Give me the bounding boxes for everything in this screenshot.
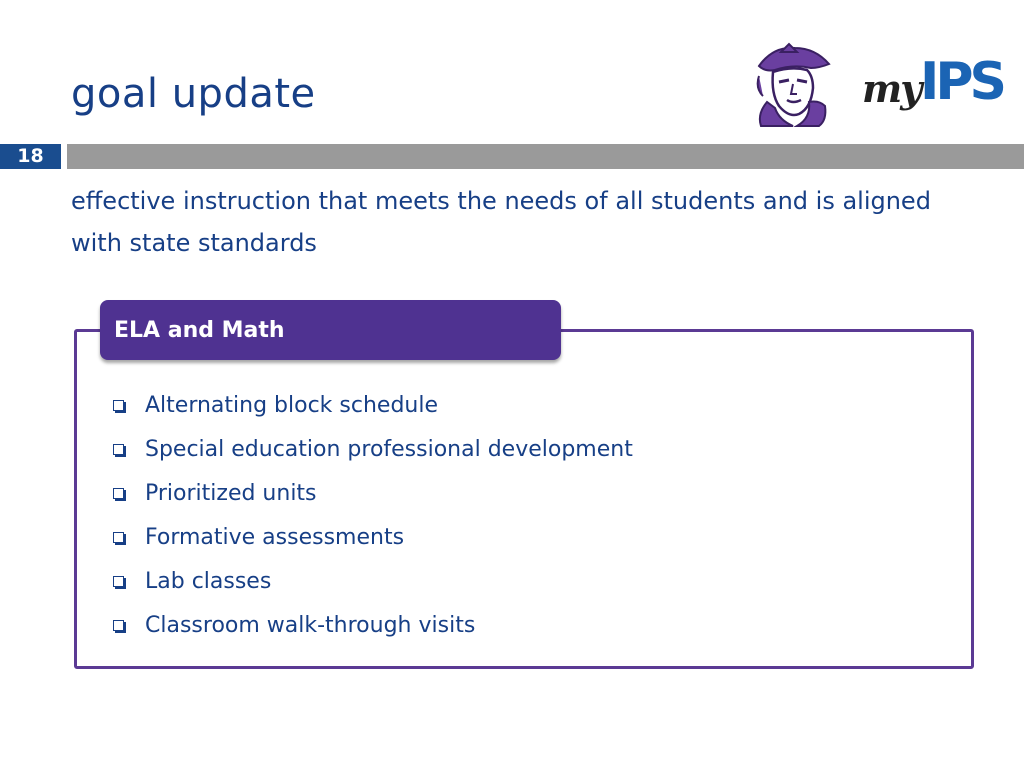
list-item xyxy=(110,383,633,427)
slide-number: 18 xyxy=(0,144,61,169)
slide-subtitle: effective instruction that meets the needs of all students and is aligned with state standards xyxy=(71,187,931,257)
header-divider xyxy=(67,144,1024,169)
checkbox-bullet-icon xyxy=(113,620,124,631)
list-item-text: Prioritized units xyxy=(145,480,317,506)
checkbox-bullet-icon xyxy=(113,488,124,499)
list-item xyxy=(110,427,633,471)
list-item-text: Classroom walk-through visits xyxy=(145,612,476,638)
checkbox-bullet-icon xyxy=(113,444,124,455)
list-item-text: Formative assessments xyxy=(145,524,405,550)
panel-header xyxy=(100,300,561,360)
checkbox-bullet-icon xyxy=(113,576,124,587)
list-item-text: Lab classes xyxy=(145,568,272,594)
list-item xyxy=(110,515,633,559)
bullet-list xyxy=(110,383,633,647)
myips-logo xyxy=(858,54,1008,118)
page-title: goal update xyxy=(71,71,316,117)
list-item xyxy=(110,603,633,647)
myips-logo-my: my xyxy=(862,66,921,111)
myips-logo-ips: IPS xyxy=(920,52,1003,112)
list-item xyxy=(110,559,633,603)
patriot-mascot-icon xyxy=(753,42,833,128)
panel-header-label: ELA and Math xyxy=(114,318,285,343)
list-item xyxy=(110,471,633,515)
checkbox-bullet-icon xyxy=(113,400,124,411)
list-item-text: Alternating block schedule xyxy=(145,392,439,418)
list-item-text: Special education professional development xyxy=(145,436,633,462)
checkbox-bullet-icon xyxy=(113,532,124,543)
